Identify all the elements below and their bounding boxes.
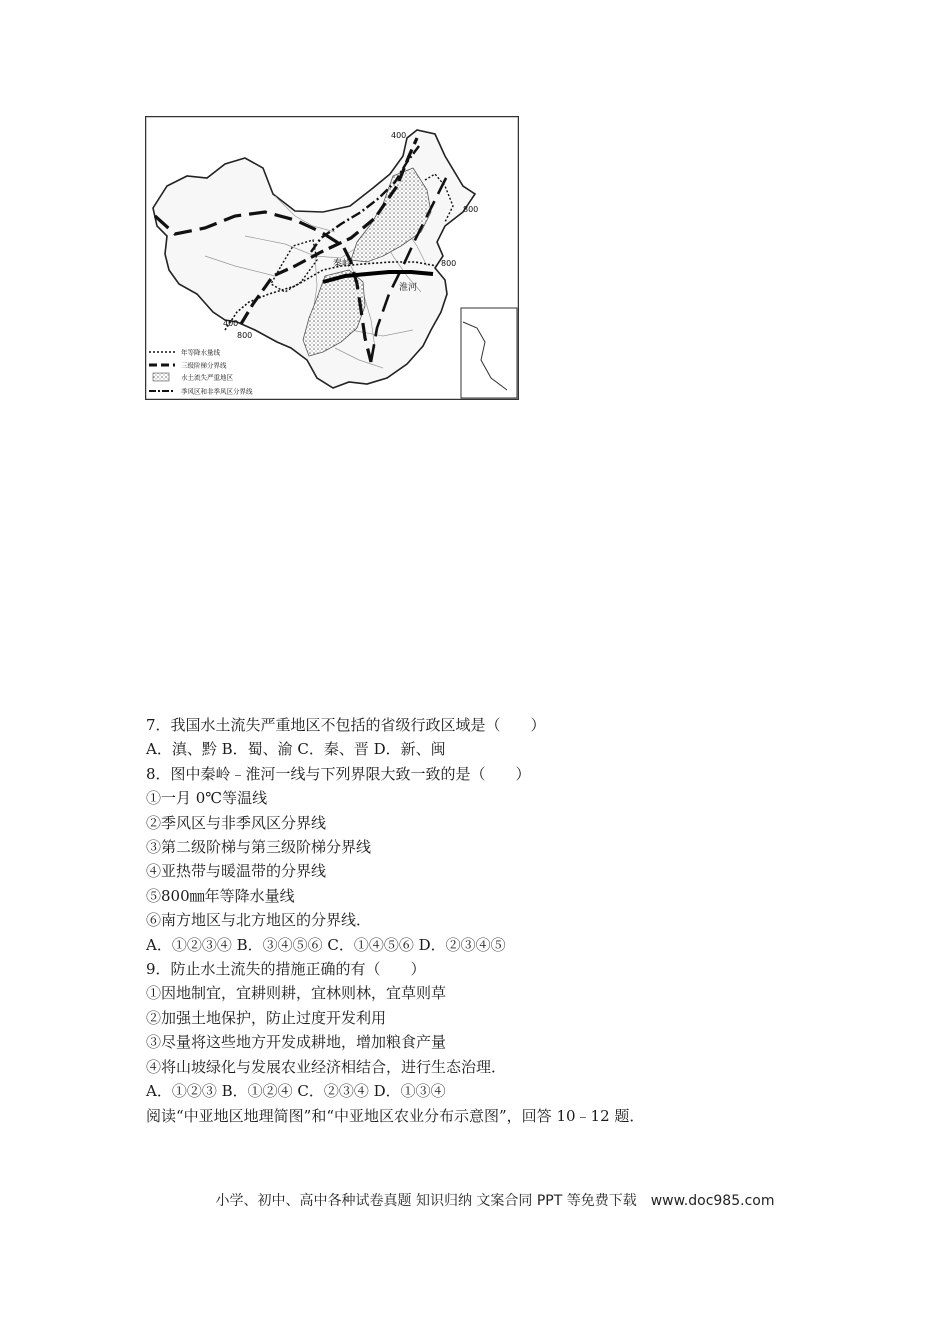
page-footer: 小学、初中、高中各种试卷真题 知识归纳 文案合同 PPT 等免费下载 www.doc985.com: [215, 1193, 775, 1209]
legend-item: 年等降水量线: [181, 348, 220, 357]
question-9-item: ③尽量将这些地方开发成耕地，增加粮食产量: [146, 1033, 447, 1052]
question-7: 7．我国水土流失严重地区不包括的省级行政区域是（ ）: [146, 716, 546, 734]
question-7-options: A．滇、黔 B．蜀、渝 C．秦、晋 D．新、闽: [146, 740, 446, 759]
question-9-item: ②加强土地保护，防止过度开发利用: [146, 1008, 387, 1027]
question-9-options: A．①②③ B．①②④ C．②③④ D．①③④: [146, 1082, 446, 1101]
label-800-sw: 800: [237, 331, 253, 340]
legend-item: 三级阶梯分界线: [181, 361, 227, 370]
south-china-sea-inset: [461, 308, 517, 398]
reading-instruction: 阅读“中亚地区地理简图”和“中亚地区农业分布示意图”，回答 10﹣12 题．: [146, 1106, 645, 1125]
question-block: [146, 713, 866, 1128]
question-8-options: A．①②③④ B．③④⑤⑥ C．①④⑤⑥ D．②③④⑤: [146, 935, 506, 954]
legend-item: 水土流失严重地区: [181, 373, 233, 382]
label-huaihe: 淮河: [399, 283, 418, 293]
label-800-mid: 800: [441, 259, 457, 268]
question-8: 8．图中秦岭﹣淮河一线与下列界限大致一致的是（ ）: [146, 764, 531, 783]
question-8-item: ①一月 0℃等温线: [146, 789, 268, 808]
label-800-e: 800: [463, 205, 479, 214]
legend-item: 季风区和非季风区分界线: [181, 387, 253, 396]
china-map-figure: [145, 116, 519, 400]
question-8-item: ⑥南方地区与北方地区的分界线．: [146, 911, 372, 930]
question-8-item: ③第二级阶梯与第三级阶梯分界线: [146, 838, 372, 857]
label-qinling: 秦岭: [333, 259, 352, 269]
question-8-item: ④亚热带与暖温带的分界线: [146, 862, 327, 881]
question-9-item: ④将山坡绿化与发展农业经济相结合，进行生态治理．: [146, 1057, 507, 1076]
question-8-item: ②季风区与非季风区分界线: [146, 813, 327, 832]
question-9-item: ①因地制宜，宜耕则耕，宜林则林，宜草则草: [146, 984, 447, 1003]
question-9: 9．防止水土流失的措施正确的有（ ）: [146, 960, 426, 979]
label-400-sw: 400: [223, 319, 239, 328]
question-8-item: ⑤800㎜年等降水量线: [146, 886, 295, 905]
label-400-ne: 400: [391, 131, 407, 140]
